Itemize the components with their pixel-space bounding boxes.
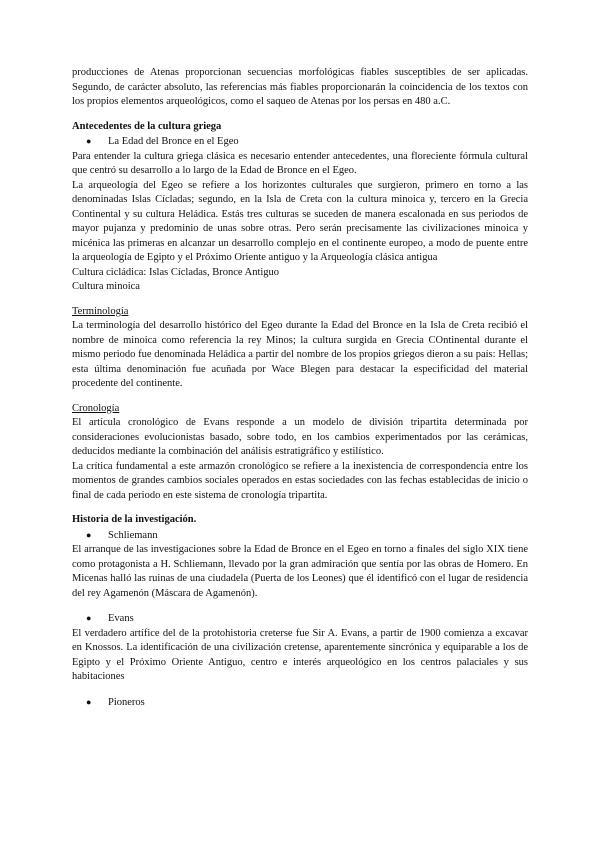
paragraph: El artícula cronológico de Evans responde a un modelo de división tripartita determinada por consideraciones evolucionistas basado, sobre todo, en los cambios experimentados por las cerámicas, deducidos mediante la combinación del análisis estratigráfico y estilístico. [72, 417, 528, 457]
bullet-item [72, 528, 528, 544]
paragraph: La arqueología del Egeo se refiere a los horizontes culturales que surgieron, primero en torno a las denominadas Islas Cícladas; segundo, en la Isla de Creta con la cultura minoica y, tercero en la Grecia Continental y su cultura Heládica. Estás tres culturas se suceden de manera escalonada en sus periodos de mayor pujanza y predominio de unas sobre otras. Pero serán precisamente las civilizaciones minoica y micénica las primeras en alcanzar un desarrollo complejo en el continente europeo, a modo de puente entre la arqueología de Egipto y el Próximo Oriente antiguo y la Arqueología clásica antigua [72, 179, 528, 263]
document-body [72, 66, 528, 710]
section-heading-terminologia: Terminología [72, 305, 129, 317]
bullet-text: Pioneros [108, 696, 145, 708]
section-heading-historia: Historia de la investigación. [72, 514, 197, 525]
bullet-icon: ● [86, 529, 92, 540]
paragraph: El verdadero artífice del de la protohistoria creterse fue Sir A. Evans, a partir de 1900 comienza a excavar en Knossos. La identificación de una civilización cretense, aparentemente sincrónica y equiparable a los de Egipto y el Próximo Oriente Antiguo, centro e interés arqueológico en los centros palaciales y sus habitaciones [72, 627, 528, 682]
intro-paragraph: producciones de Atenas proporcionan secuencias morfológicas fiables susceptibles de ser aplicadas. Segundo, de carácter absoluto, las referencias más fiables proporcionarán la coincidencia de los textos con los propios elementos arqueológicos, como el saqueo de Atenas por los persas en 480 a.C. [72, 67, 528, 107]
bullet-text: Evans [108, 613, 134, 624]
section-heading-cronologia: Cronología [72, 402, 120, 414]
section-heading-antecedentes: Antecedentes de la cultura griega [72, 120, 222, 132]
text-line: Cultura minoica [72, 281, 140, 292]
bullet-item [72, 695, 528, 711]
bullet-item [72, 611, 528, 627]
bullet-icon: ● [86, 136, 92, 146]
paragraph: La terminología del desarrollo histórico del Egeo durante la Edad del Bronce en la Isla de Creta recibió el nombre de minoica como referencia la rey Minos; la cultura surgida en Grecia COntinental durante el mismo periodo fue denominada Heládica a partir del nombre de los propios griegos dieron a su país: Hellas; esta última denominación fue acuñada por Wace Blegen para destacar la especificidad del material procedente del continente. [72, 320, 528, 389]
paragraph: El arranque de las investigaciones sobre la Edad de Bronce en el Egeo en torno a finales del siglo XIX tiene como protagonista a H. Schliemann, llevado por la gran admiración que sentía por las obras de Homero. En Micenas halló las ruinas de una ciudadela (Puerta de los Leones) que él identificó con el lugar de residencia del rey Agamenón (Máscara de Agamenón). [72, 544, 528, 599]
bullet-icon: ● [86, 696, 92, 707]
text-line: Cultura cicládica: Islas Cícladas, Bronce Antiguo [72, 266, 280, 278]
paragraph: La crítica fundamental a este armazón cronológico se refiere a la inexistencia de correspondencia entre los momentos de grandes cambios sociales operados en estas sociedades con las fechas establecidas de inicio o final de cada periodo en este sistema de cronología tripartita. [72, 460, 528, 501]
bullet-text: Schliemann [108, 529, 158, 541]
bullet-item [72, 134, 528, 150]
bullet-icon: ● [86, 613, 92, 623]
bullet-text: La Edad del Bronce en el Egeo [108, 136, 239, 147]
paragraph: Para entender la cultura griega clásica es necesario entender antecedentes, una floreciente fórmula cultural que centró su desarrollo a lo largo de la Edad de Bronce en el Egeo. [72, 150, 528, 176]
